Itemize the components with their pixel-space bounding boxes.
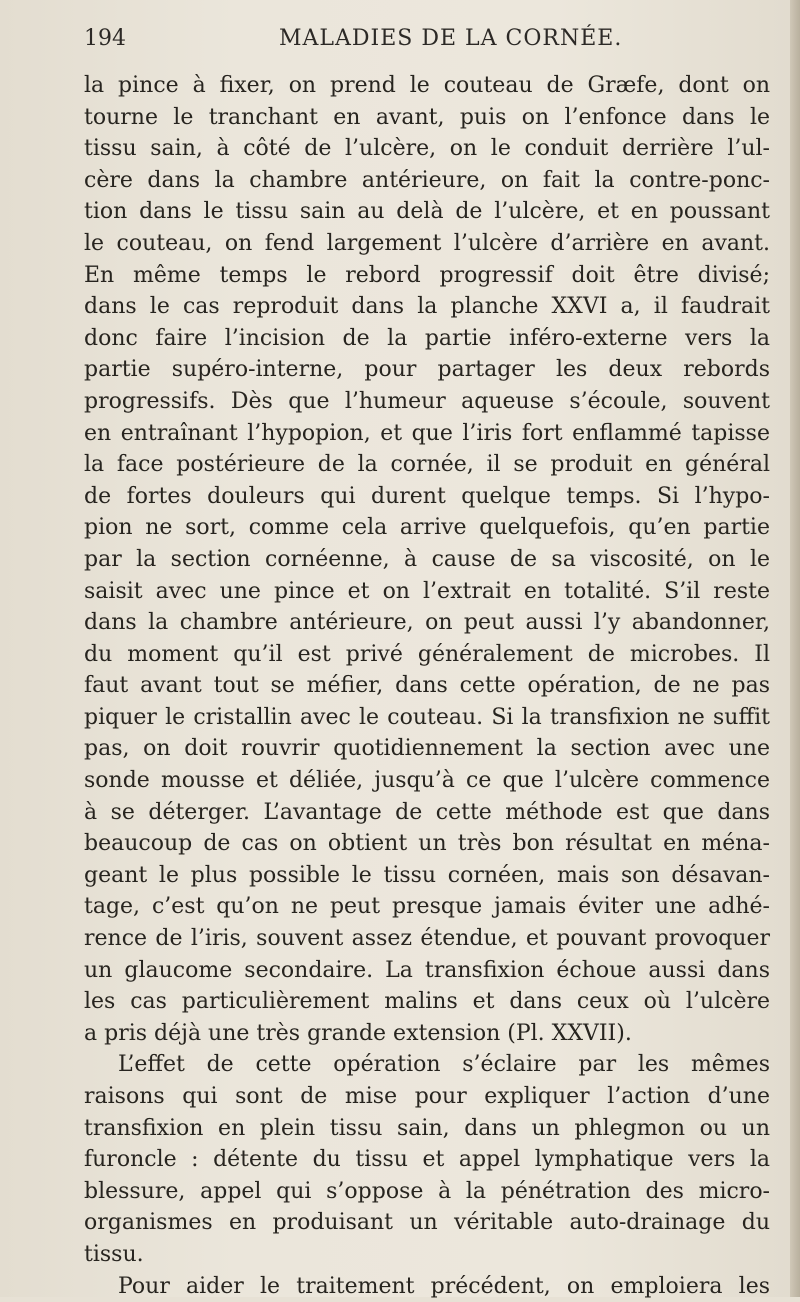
text-line: organismes en produisant un véritable auto-drainage du xyxy=(84,1210,770,1236)
body-text xyxy=(84,70,770,1302)
text-line: pas, on doit rouvrir quotidiennement la section avec une xyxy=(84,736,770,762)
text-line: donc faire l’incision de la partie inféro-externe vers la xyxy=(84,325,770,351)
text-line: blessure, appel qui s’oppose à la pénétration des micro- xyxy=(84,1178,770,1204)
text-line: de fortes douleurs qui durent quelque temps. Si l’hypo- xyxy=(84,483,770,509)
text-line: dans la chambre antérieure, on peut aussi l’y abandonner, xyxy=(84,610,770,636)
text-line: en entraînant l’hypopion, et que l’iris fort enflammé tapisse xyxy=(84,420,770,446)
text-line: la face postérieure de la cornée, il se produit en général xyxy=(84,452,770,478)
text-line: pion ne sort, comme cela arrive quelquefois, qu’en partie xyxy=(84,515,770,541)
text-line: tissu sain, à côté de l’ulcère, on le conduit derrière l’ul- xyxy=(84,136,770,162)
text-line: partie supéro-interne, pour partager les deux rebords xyxy=(84,357,770,383)
text-line: par la section cornéenne, à cause de sa viscosité, on le xyxy=(84,546,770,572)
text-line: saisit avec une pince et on l’extrait en totalité. S’il reste xyxy=(84,578,770,604)
text-line: furoncle : détente du tissu et appel lymphatique vers la xyxy=(84,1147,770,1173)
text-line: sonde mousse et déliée, jusqu’à ce que l’ulcère commence xyxy=(84,768,770,794)
text-line: geant le plus possible le tissu cornéen, mais son désavan- xyxy=(84,862,770,888)
text-line: En même temps le rebord progressif doit être divisé; xyxy=(84,262,770,288)
text-line: cère dans la chambre antérieure, on fait la contre-ponc- xyxy=(84,167,770,193)
text-line: à se déterger. L’avantage de cette méthode est que dans xyxy=(84,799,770,825)
text-line: progressifs. Dès que l’humeur aqueuse s’écoule, souvent xyxy=(84,388,770,414)
text-line: tage, c’est qu’on ne peut presque jamais éviter une adhé- xyxy=(84,894,770,920)
text-line: faut avant tout se méfier, dans cette opération, de ne pas xyxy=(84,673,770,699)
text-line: un glaucome secondaire. La transfixion échoue aussi dans xyxy=(84,957,770,983)
text-line: les cas particulièrement malins et dans ceux où l’ulcère xyxy=(84,989,770,1015)
page-number: 194 xyxy=(84,26,126,51)
text-line: raisons qui sont de mise pour expliquer l’action d’une xyxy=(84,1084,770,1109)
page-header xyxy=(84,26,704,56)
text-line: tissu. xyxy=(84,1241,144,1267)
text-line: tion dans le tissu sain au delà de l’ulcère, et en poussant xyxy=(84,199,770,225)
text-line: beaucoup de cas on obtient un très bon résultat en ména- xyxy=(84,831,770,857)
text-line: piquer le cristallin avec le couteau. Si la transfixion ne suffit xyxy=(84,704,770,730)
text-line: a pris déjà une très grande extension (Pl. XXVII). xyxy=(84,1020,632,1046)
text-line: la pince à fixer, on prend le couteau de Græfe, dont on xyxy=(84,73,770,98)
running-title: MALADIES DE LA CORNÉE. xyxy=(279,26,623,51)
text-line: le couteau, on fend largement l’ulcère d’arrière en avant. xyxy=(84,230,770,256)
text-line: du moment qu’il est privé généralement de microbes. Il xyxy=(84,641,770,667)
text-line: Pour aider le traitement précédent, on emploiera les xyxy=(118,1273,770,1299)
page-edge xyxy=(790,0,800,1297)
text-line: dans le cas reproduit dans la planche XXVI a, il faudrait xyxy=(84,294,770,320)
text-line: tourne le tranchant en avant, puis on l’enfonce dans le xyxy=(84,104,770,130)
text-line: transfixion en plein tissu sain, dans un phlegmon ou un xyxy=(84,1115,770,1141)
text-line: L’effet de cette opération s’éclaire par les mêmes xyxy=(118,1052,770,1078)
text-line: rence de l’iris, souvent assez étendue, et pouvant provoquer xyxy=(84,926,770,952)
